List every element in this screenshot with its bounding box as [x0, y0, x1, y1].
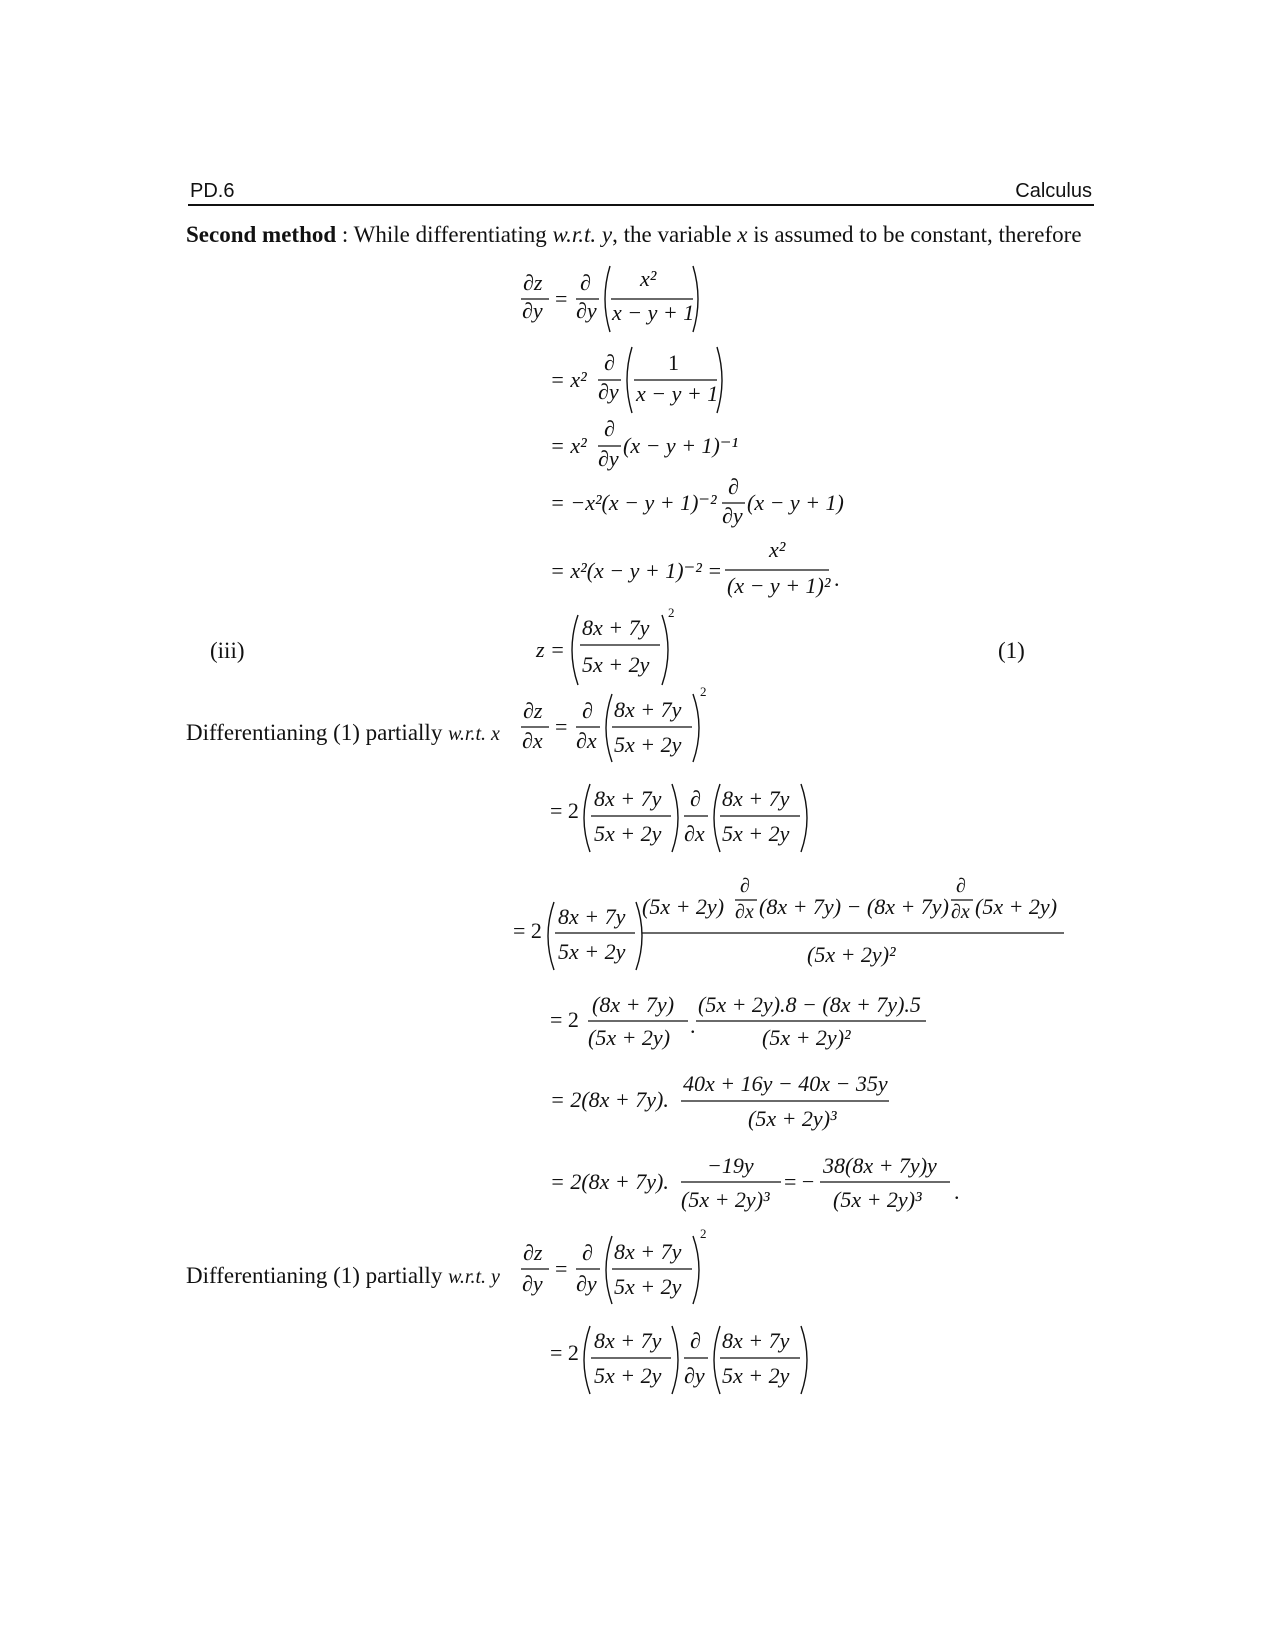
- py: ∂y: [522, 298, 543, 323]
- p: ∂: [582, 1240, 593, 1265]
- den: 5x + 2y: [582, 652, 650, 677]
- eq-dx-1: [521, 684, 707, 762]
- eq-dy-1: [521, 1226, 707, 1304]
- py: ∂y: [684, 1363, 705, 1388]
- num: 8x + 7y: [722, 1328, 790, 1353]
- p: ∂: [604, 416, 615, 441]
- eq-dx-5: [550, 1071, 889, 1131]
- den-cube: (5x + 2y)³: [681, 1187, 770, 1212]
- diff-x-prefix: Differentianing (1) partially: [186, 720, 449, 745]
- p: ∂: [582, 698, 593, 723]
- neg-x2-pow: = −x²(x − y + 1)⁻²: [550, 490, 717, 515]
- den-sq: (5x + 2y)²: [807, 942, 896, 967]
- den: 5x + 2y: [722, 1363, 790, 1388]
- x-y-1: x − y + 1: [636, 381, 719, 406]
- diff-wrt-x-label: [186, 720, 500, 746]
- px: ∂x: [684, 821, 705, 846]
- diff-y-wrt: w.r.t. y: [448, 1266, 500, 1288]
- num: 8x + 7y: [722, 786, 790, 811]
- eq-step-3: [550, 416, 738, 471]
- intro-text-2: , the variable: [612, 222, 738, 247]
- px: ∂x: [576, 728, 597, 753]
- num: 8x + 7y: [594, 786, 662, 811]
- eq-x2: = x²: [550, 433, 587, 458]
- part-iii-label: (iii): [210, 638, 245, 663]
- x-y-1-pow: (x − y + 1)⁻¹: [623, 433, 739, 458]
- eq-sign: =: [555, 714, 568, 739]
- den: 5x + 2y: [594, 1363, 662, 1388]
- eq-dx-6: [550, 1153, 960, 1212]
- eq-step-4: [550, 474, 844, 528]
- px: ∂x: [735, 901, 754, 923]
- num: 8x + 7y: [594, 1328, 662, 1353]
- den: 5x + 2y: [558, 939, 626, 964]
- py: ∂y: [522, 1271, 543, 1296]
- num: 8x + 7y: [558, 904, 626, 929]
- p: ∂: [956, 875, 966, 897]
- eq-dx-4: [550, 992, 926, 1050]
- s7-num: −19y: [707, 1153, 754, 1178]
- eq-iii-definition: [535, 605, 675, 685]
- eq2: = 2: [550, 1007, 579, 1032]
- intro-text-3: is assumed to be constant, therefore: [747, 222, 1082, 247]
- s7-num2: 38(8x + 7y)y: [823, 1153, 937, 1178]
- dot: .: [834, 566, 840, 591]
- paren-x-y-1: (x − y + 1): [747, 490, 844, 515]
- p: ∂: [740, 875, 750, 897]
- py: ∂y: [576, 298, 597, 323]
- intro-var: x: [737, 222, 748, 247]
- s6-prefix: = 2(8x + 7y).: [550, 1087, 669, 1112]
- eq-step-2: [550, 347, 722, 413]
- eq-dx-2: [550, 784, 807, 852]
- equation-number: (1): [998, 638, 1025, 663]
- num: 8x + 7y: [614, 697, 682, 722]
- eq2: = 2: [513, 918, 542, 943]
- s6-num: 40x + 16y − 40x − 35y: [683, 1071, 888, 1096]
- p: ∂: [690, 786, 701, 811]
- quot-num-a: (5x + 2y): [642, 894, 725, 919]
- method-heading: Second method: [186, 222, 337, 247]
- den: 5x + 2y: [614, 732, 682, 757]
- z-eq: z =: [536, 637, 565, 662]
- den-sq: (5x + 2y)²: [762, 1025, 851, 1050]
- px: ∂x: [522, 728, 543, 753]
- eq-dy-2: [550, 1326, 807, 1394]
- s6-prefix: = 2(8x + 7y).: [550, 1169, 669, 1194]
- eq-sign: =: [555, 286, 568, 311]
- den-cube: (5x + 2y)³: [748, 1106, 837, 1131]
- eq-step-1: [521, 266, 698, 332]
- intro-wrt: w.r.t. y: [552, 222, 613, 247]
- eq-x2: = x²: [550, 367, 587, 392]
- s5-num2: (5x + 2y).8 − (8x + 7y).5: [698, 992, 921, 1017]
- den-cube: (5x + 2y)³: [833, 1187, 922, 1212]
- x-y-1: x − y + 1: [612, 300, 695, 325]
- sq: 2: [668, 605, 675, 620]
- diff-wrt-y-label: [186, 1263, 500, 1289]
- x-y-1-sq: (x − y + 1)²: [727, 573, 831, 598]
- diff-y-prefix: Differentianing (1) partially: [186, 1263, 449, 1288]
- py: ∂y: [598, 379, 619, 404]
- s7-eq: = −: [784, 1169, 815, 1194]
- intro-text-1: : While differentiating: [336, 222, 553, 247]
- p: ∂: [604, 350, 615, 375]
- x2: x²: [769, 537, 786, 562]
- pz: ∂z: [523, 270, 543, 295]
- px: ∂x: [951, 901, 970, 923]
- num: 8x + 7y: [582, 615, 650, 640]
- den: 5x + 2y: [614, 1274, 682, 1299]
- num: 8x + 7y: [614, 1239, 682, 1264]
- eq-step-5: [550, 537, 840, 598]
- den: 5x + 2y: [594, 821, 662, 846]
- py: ∂y: [598, 446, 619, 471]
- dot: .: [954, 1179, 960, 1204]
- p: ∂: [690, 1328, 701, 1353]
- p: ∂: [728, 474, 739, 499]
- dot: .: [690, 1013, 696, 1038]
- s5-den1: (5x + 2y): [588, 1025, 671, 1050]
- x2-pow: = x²(x − y + 1)⁻² =: [550, 558, 723, 583]
- py: ∂y: [576, 1271, 597, 1296]
- pz: ∂z: [523, 1240, 543, 1265]
- eq2: = 2: [550, 798, 579, 823]
- sq: 2: [700, 1226, 707, 1241]
- eq2: = 2: [550, 1340, 579, 1365]
- eq-dx-3: [513, 875, 1064, 970]
- diff-x-wrt: w.r.t. x: [448, 723, 500, 745]
- den: 5x + 2y: [722, 821, 790, 846]
- sq: 2: [700, 684, 707, 699]
- p: ∂: [580, 270, 591, 295]
- quot-num-c: (5x + 2y): [975, 894, 1058, 919]
- pz: ∂z: [523, 698, 543, 723]
- page-label: PD.6: [190, 180, 235, 202]
- s5-num1: (8x + 7y): [592, 992, 675, 1017]
- eq-sign: =: [555, 1256, 568, 1281]
- py: ∂y: [722, 503, 743, 528]
- running-title: Calculus: [1015, 180, 1092, 202]
- one: 1: [668, 350, 679, 375]
- x2: x²: [640, 266, 657, 291]
- quot-num-b: (8x + 7y) − (8x + 7y): [759, 894, 949, 919]
